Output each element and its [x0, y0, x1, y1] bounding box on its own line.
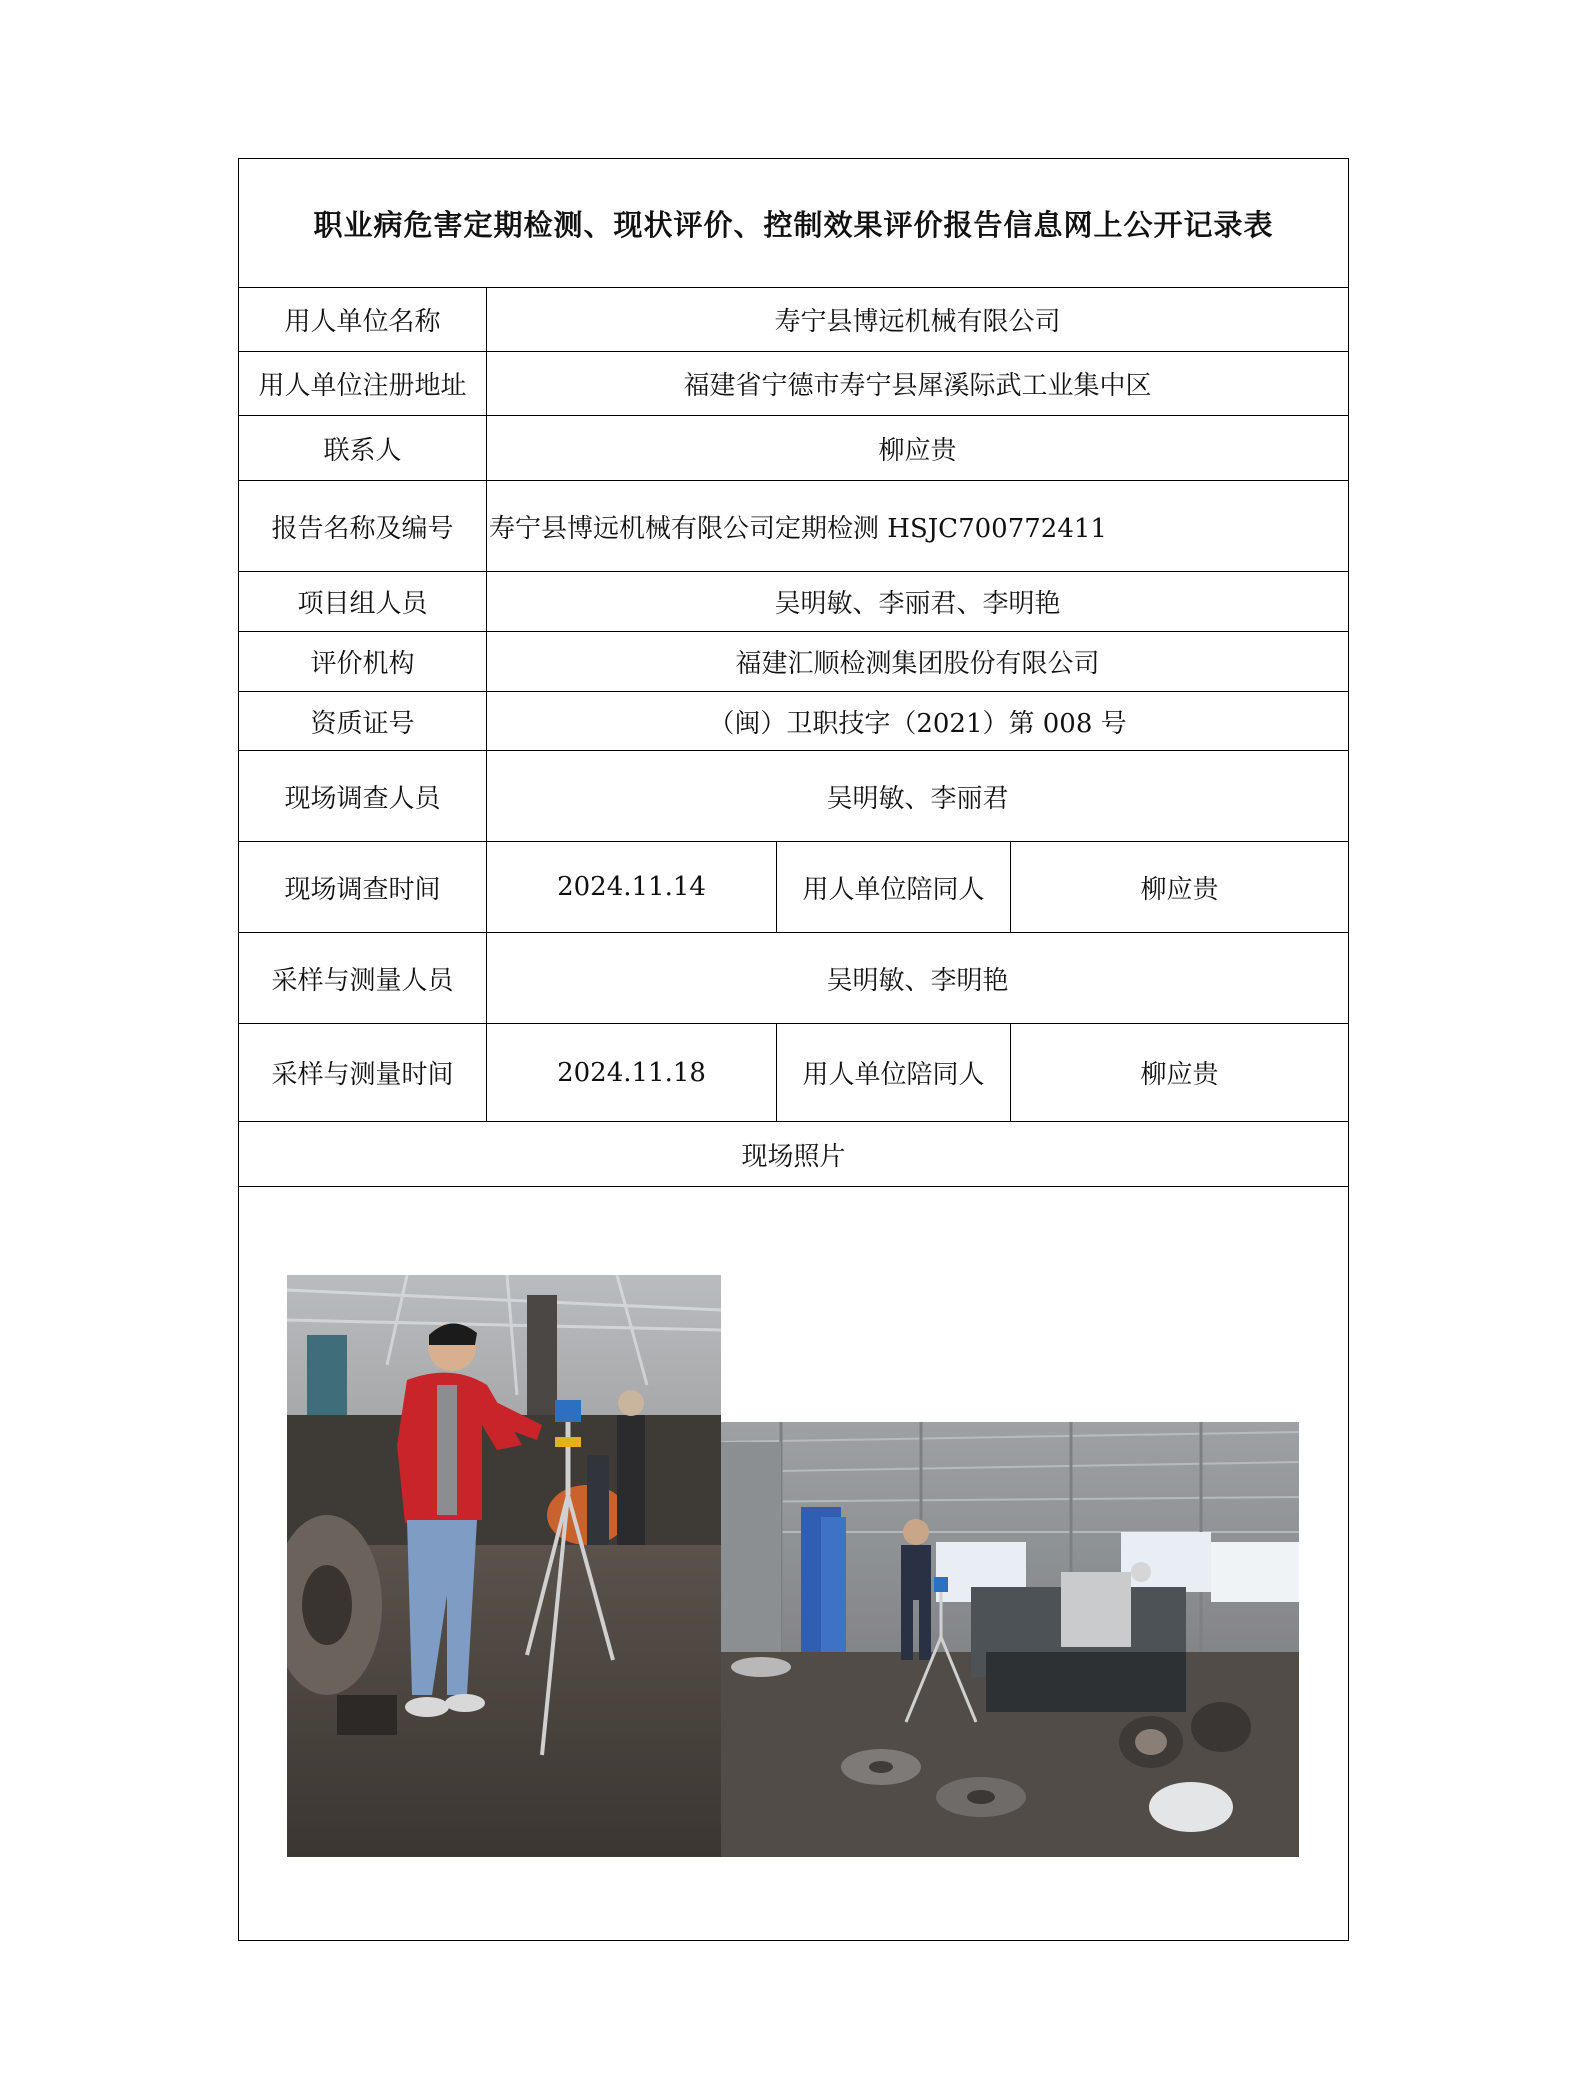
survey-escort-value: 柳应贵 — [1140, 874, 1219, 905]
sampling-time-value: 2024.11.18 — [487, 1024, 777, 1121]
sampling-time-label: 采样与测量时间 — [239, 1024, 487, 1121]
row-report — [239, 481, 1348, 572]
agency-value: 福建汇顺检测集团股份有限公司 — [735, 649, 1100, 679]
row-agency — [239, 632, 1348, 692]
agency-label: 评价机构 — [239, 632, 487, 691]
team-label: 项目组人员 — [239, 572, 487, 631]
site-photo-1 — [287, 1275, 721, 1857]
form-title: 职业病危害定期检测、现状评价、控制效果评价报告信息网上公开记录表 — [239, 159, 1348, 288]
sampling-escort-value: 柳应贵 — [1140, 1060, 1219, 1090]
row-employer-name — [239, 287, 1348, 352]
team-value: 吴明敏、李丽君、李明艳 — [774, 589, 1061, 619]
license-value: （闽）卫职技字（2021）第 008 号 — [708, 708, 1127, 739]
row-photos-header — [239, 1122, 1348, 1187]
site-photo-2 — [721, 1422, 1299, 1857]
row-license — [239, 692, 1348, 751]
survey-staff-label: 现场调查人员 — [239, 751, 487, 841]
survey-time-label: 现场调查时间 — [239, 842, 487, 932]
record-form — [238, 158, 1349, 1941]
sampling-staff-label: 采样与测量人员 — [239, 933, 487, 1023]
photos-label: 现场照片 — [741, 1141, 846, 1172]
row-survey-time — [239, 842, 1348, 933]
survey-staff-value: 吴明敏、李丽君 — [826, 783, 1009, 814]
employer-name-label: 用人单位名称 — [239, 287, 487, 351]
row-team — [239, 572, 1348, 632]
row-sampling-time — [239, 1024, 1348, 1122]
report-value: 寿宁县博远机械有限公司定期检测 HSJC700772411 — [489, 513, 1107, 544]
survey-time-value: 2024.11.14 — [487, 842, 777, 932]
sampling-escort-label: 用人单位陪同人 — [777, 1024, 1011, 1121]
row-employer-address — [239, 352, 1348, 416]
row-survey-staff — [239, 751, 1348, 842]
photo-area — [239, 1187, 1348, 1942]
sampling-staff-value: 吴明敏、李明艳 — [826, 965, 1009, 996]
employer-name-value: 寿宁县博远机械有限公司 — [774, 306, 1061, 337]
license-label: 资质证号 — [239, 692, 487, 750]
survey-escort-label: 用人单位陪同人 — [777, 842, 1011, 932]
contact-value: 柳应贵 — [878, 435, 957, 466]
employer-address-label: 用人单位注册地址 — [239, 352, 487, 415]
report-label: 报告名称及编号 — [239, 481, 487, 571]
contact-label: 联系人 — [239, 416, 487, 480]
row-contact — [239, 416, 1348, 481]
row-sampling-staff — [239, 933, 1348, 1024]
employer-address-value: 福建省宁德市寿宁县犀溪际武工业集中区 — [683, 371, 1152, 401]
